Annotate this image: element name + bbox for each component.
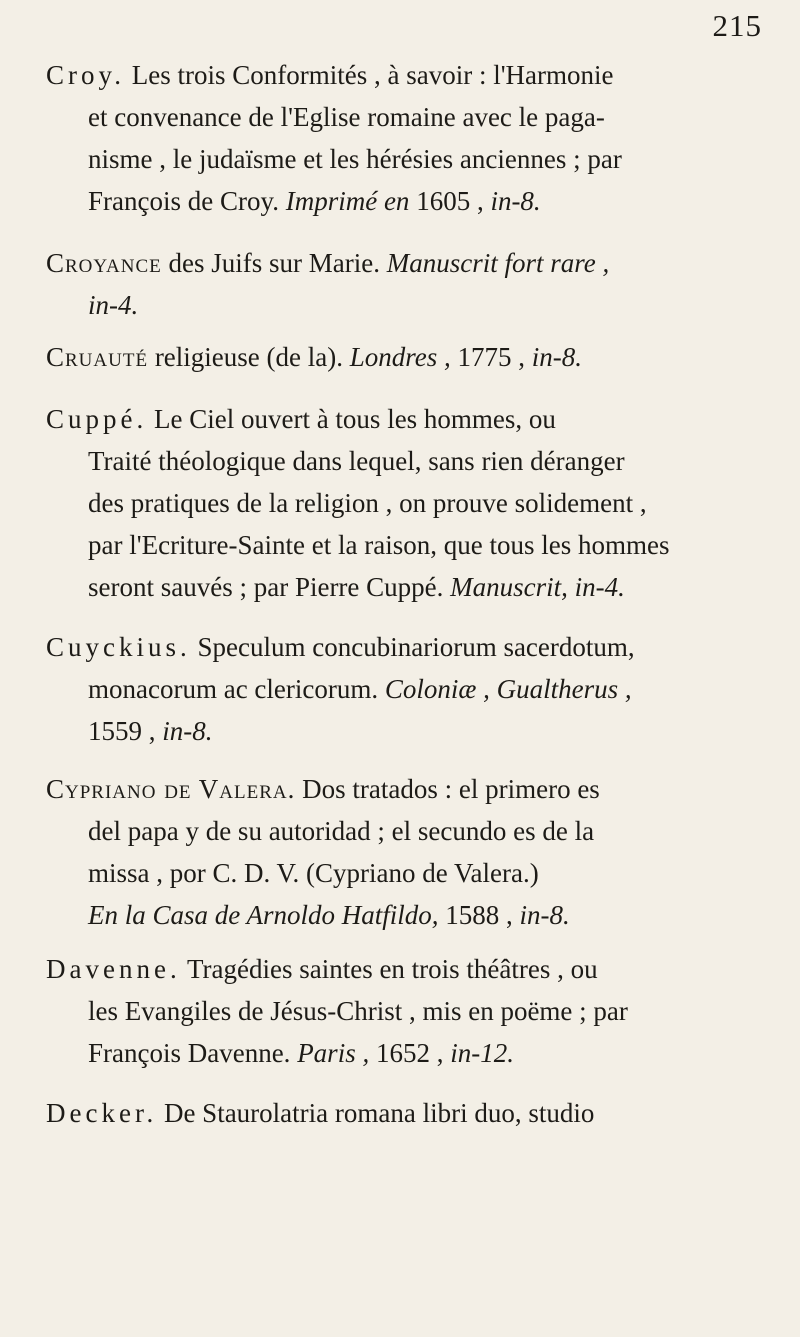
entry-format: in-8. [490,186,541,216]
entry-headword: Cuppé. [46,404,148,434]
page-number: 215 [712,8,762,43]
entry-text: Les trois Conformités , à savoir : l'Harmonie [131,60,614,90]
entry-text: religieuse (de la). [154,342,350,372]
entry-text: et convenance de l'Eglise romaine avec le paga- [88,102,605,132]
entry-format: in-8. [531,342,582,372]
entry-headword: Croy. [46,60,125,90]
entry-date: 1652 , [369,1038,451,1068]
entry-text: François Davenne. [88,1038,298,1068]
entry-text: De Staurolatria romana libri duo, studio [163,1098,595,1128]
entry-text: François de Croy. [88,186,286,216]
entry-imprint: Paris , [297,1038,370,1068]
entry-text: monacorum ac clericorum. [88,674,385,704]
entry-text: Le Ciel ouvert à tous les hommes, ou [154,404,556,434]
entry-imprint: Manuscrit, [450,572,568,602]
entry-format: in-8. [162,716,213,746]
entry-text: Tragédies saintes en trois théâtres , ou [186,954,598,984]
entry-date: 1559 , [88,716,163,746]
entry-text: des Juifs sur Marie. [168,248,387,278]
entry-text: missa , por C. D. V. (Cypriano de Valera.) [88,858,539,888]
entry-imprint: Manuscrit fort rare , [386,248,610,278]
entry-text: Dos tratados : el primero es [302,774,600,804]
entry-text: del papa y de su autoridad ; el secundo es de la [88,816,595,846]
entry-date: 1605 , [409,186,491,216]
catalog-entry-decker-text [46,1092,776,1134]
entry-headword: Decker. [46,1098,158,1128]
entry-text: nisme , le judaïsme et les hérésies anciennes ; par [88,144,622,174]
entry-imprint: Coloniæ , Gualtherus , [384,674,632,704]
entry-headword: Davenne. [46,954,181,984]
entry-text: seront sauvés ; par Pierre Cuppé. [88,572,451,602]
entry-format: in-12. [450,1038,514,1068]
entry-text: les Evangiles de Jésus-Christ , mis en poëme ; par [88,996,628,1026]
entry-headword: Cuyckius. [46,632,191,662]
entry-format: in-8. [519,900,570,930]
entry-format: in-4. [574,572,625,602]
entry-date: 1588 , [438,900,520,930]
entry-text: Traité théologique dans lequel, sans rien déranger [88,446,625,476]
entry-text: des pratiques de la religion , on prouve solidement , [88,488,647,518]
entry-headword: Croyance [46,248,162,278]
entry-imprint: En la Casa de Arnoldo Hatfildo, [88,900,439,930]
entry-format: in-4. [88,290,139,320]
entry-text: Speculum concubinariorum sacerdotum, [197,632,635,662]
entry-imprint: Londres , [349,342,451,372]
entry-headword: Cruauté [46,342,149,372]
entry-imprint: Imprimé en [285,186,410,216]
entry-date: 1775 , [450,342,532,372]
entry-text: par l'Ecriture-Sainte et la raison, que tous les hommes [88,530,670,560]
entry-headword: Cypriano de Valera. [46,774,296,804]
